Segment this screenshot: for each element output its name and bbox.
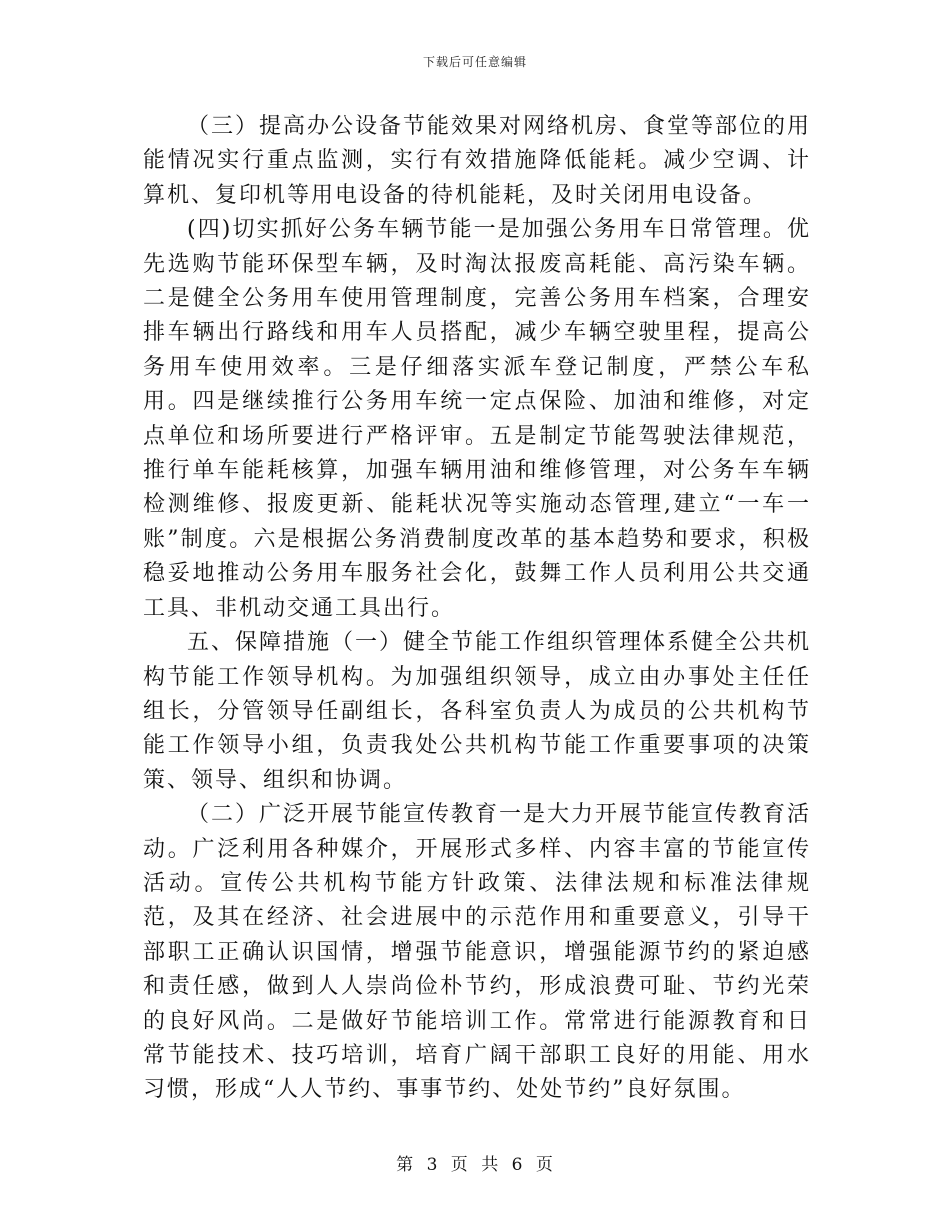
paragraph-publicity-education: （二）广泛开展节能宣传教育一是大力开展节能宣传教育活动。广泛利用各种媒介，开展形式多样、内容丰富的节能宣传活动。宣传公共机构节能方针政策、法律法规和标准法律规范，及其在经济、社会进展中的示范作用和重要意义，引导干部职工正确认识国情，增强节能意识，增强能源节约的紧迫感和责任感，做到人人崇尚俭朴节约，形成浪费可耻、节约光荣的良好风尚。二是做好节能培训工作。常常进行能源教育和日常节能技术、技巧培训，培育广阔干部职工良好的用能、用水习惯，形成“人人节约、事事节约、处处节约”良好氛围。 bbox=[143, 802, 812, 1103]
document-body bbox=[143, 110, 811, 1108]
paragraph-safeguard-measures: 五、保障措施（一）健全节能工作组织管理体系健全公共机构节能工作领导机构。为加强组织领导，成立由办事处主任任组长，分管领导任副组长，各科室负责人为成员的公共机构节能工作领导小组，负责我处公共机构节能工作重要事项的决策策、领导、组织和协调。 bbox=[143, 630, 812, 793]
paragraph-office-equipment: （三）提高办公设备节能效果对网络机房、食堂等部位的用能情况实行重点监测，实行有效措施降低能耗。减少空调、计算机、复印机等用电设备的待机能耗，及时关闭用电设备。 bbox=[143, 114, 812, 208]
page-number-footer: 第 3 页 共 6 页 bbox=[396, 1155, 554, 1175]
page-header: 下载后可任意编辑 bbox=[422, 55, 527, 69]
paragraph-vehicle-energy: (四)切实抓好公务车辆节能一是加强公务用车日常管理。优先选购节能环保型车辆，及时淘汰报废高耗能、高污染车辆。二是健全公务用车使用管理制度，完善公务用车档案，合理安排车辆出行路线和用车人员搭配，减少车辆空驶里程，提高公务用车使用效率。三是仔细落实派车登记制度，严禁公车私用。四是继续推行公务用车统一定点保险、加油和维修，对定点单位和场所要进行严格评审。五是制定节能驾驶法律规范，推行单车能耗核算，加强车辆用油和维修管理，对公务车车辆检测维修、报废更新、能耗状况等实施动态管理,建立“一车一账”制度。六是根据公务消费制度改革的基本趋势和要求，积极稳妥地推动公务用车服务社会化，鼓舞工作人员利用公共交通工具、非机动交通工具出行。 bbox=[143, 217, 811, 621]
